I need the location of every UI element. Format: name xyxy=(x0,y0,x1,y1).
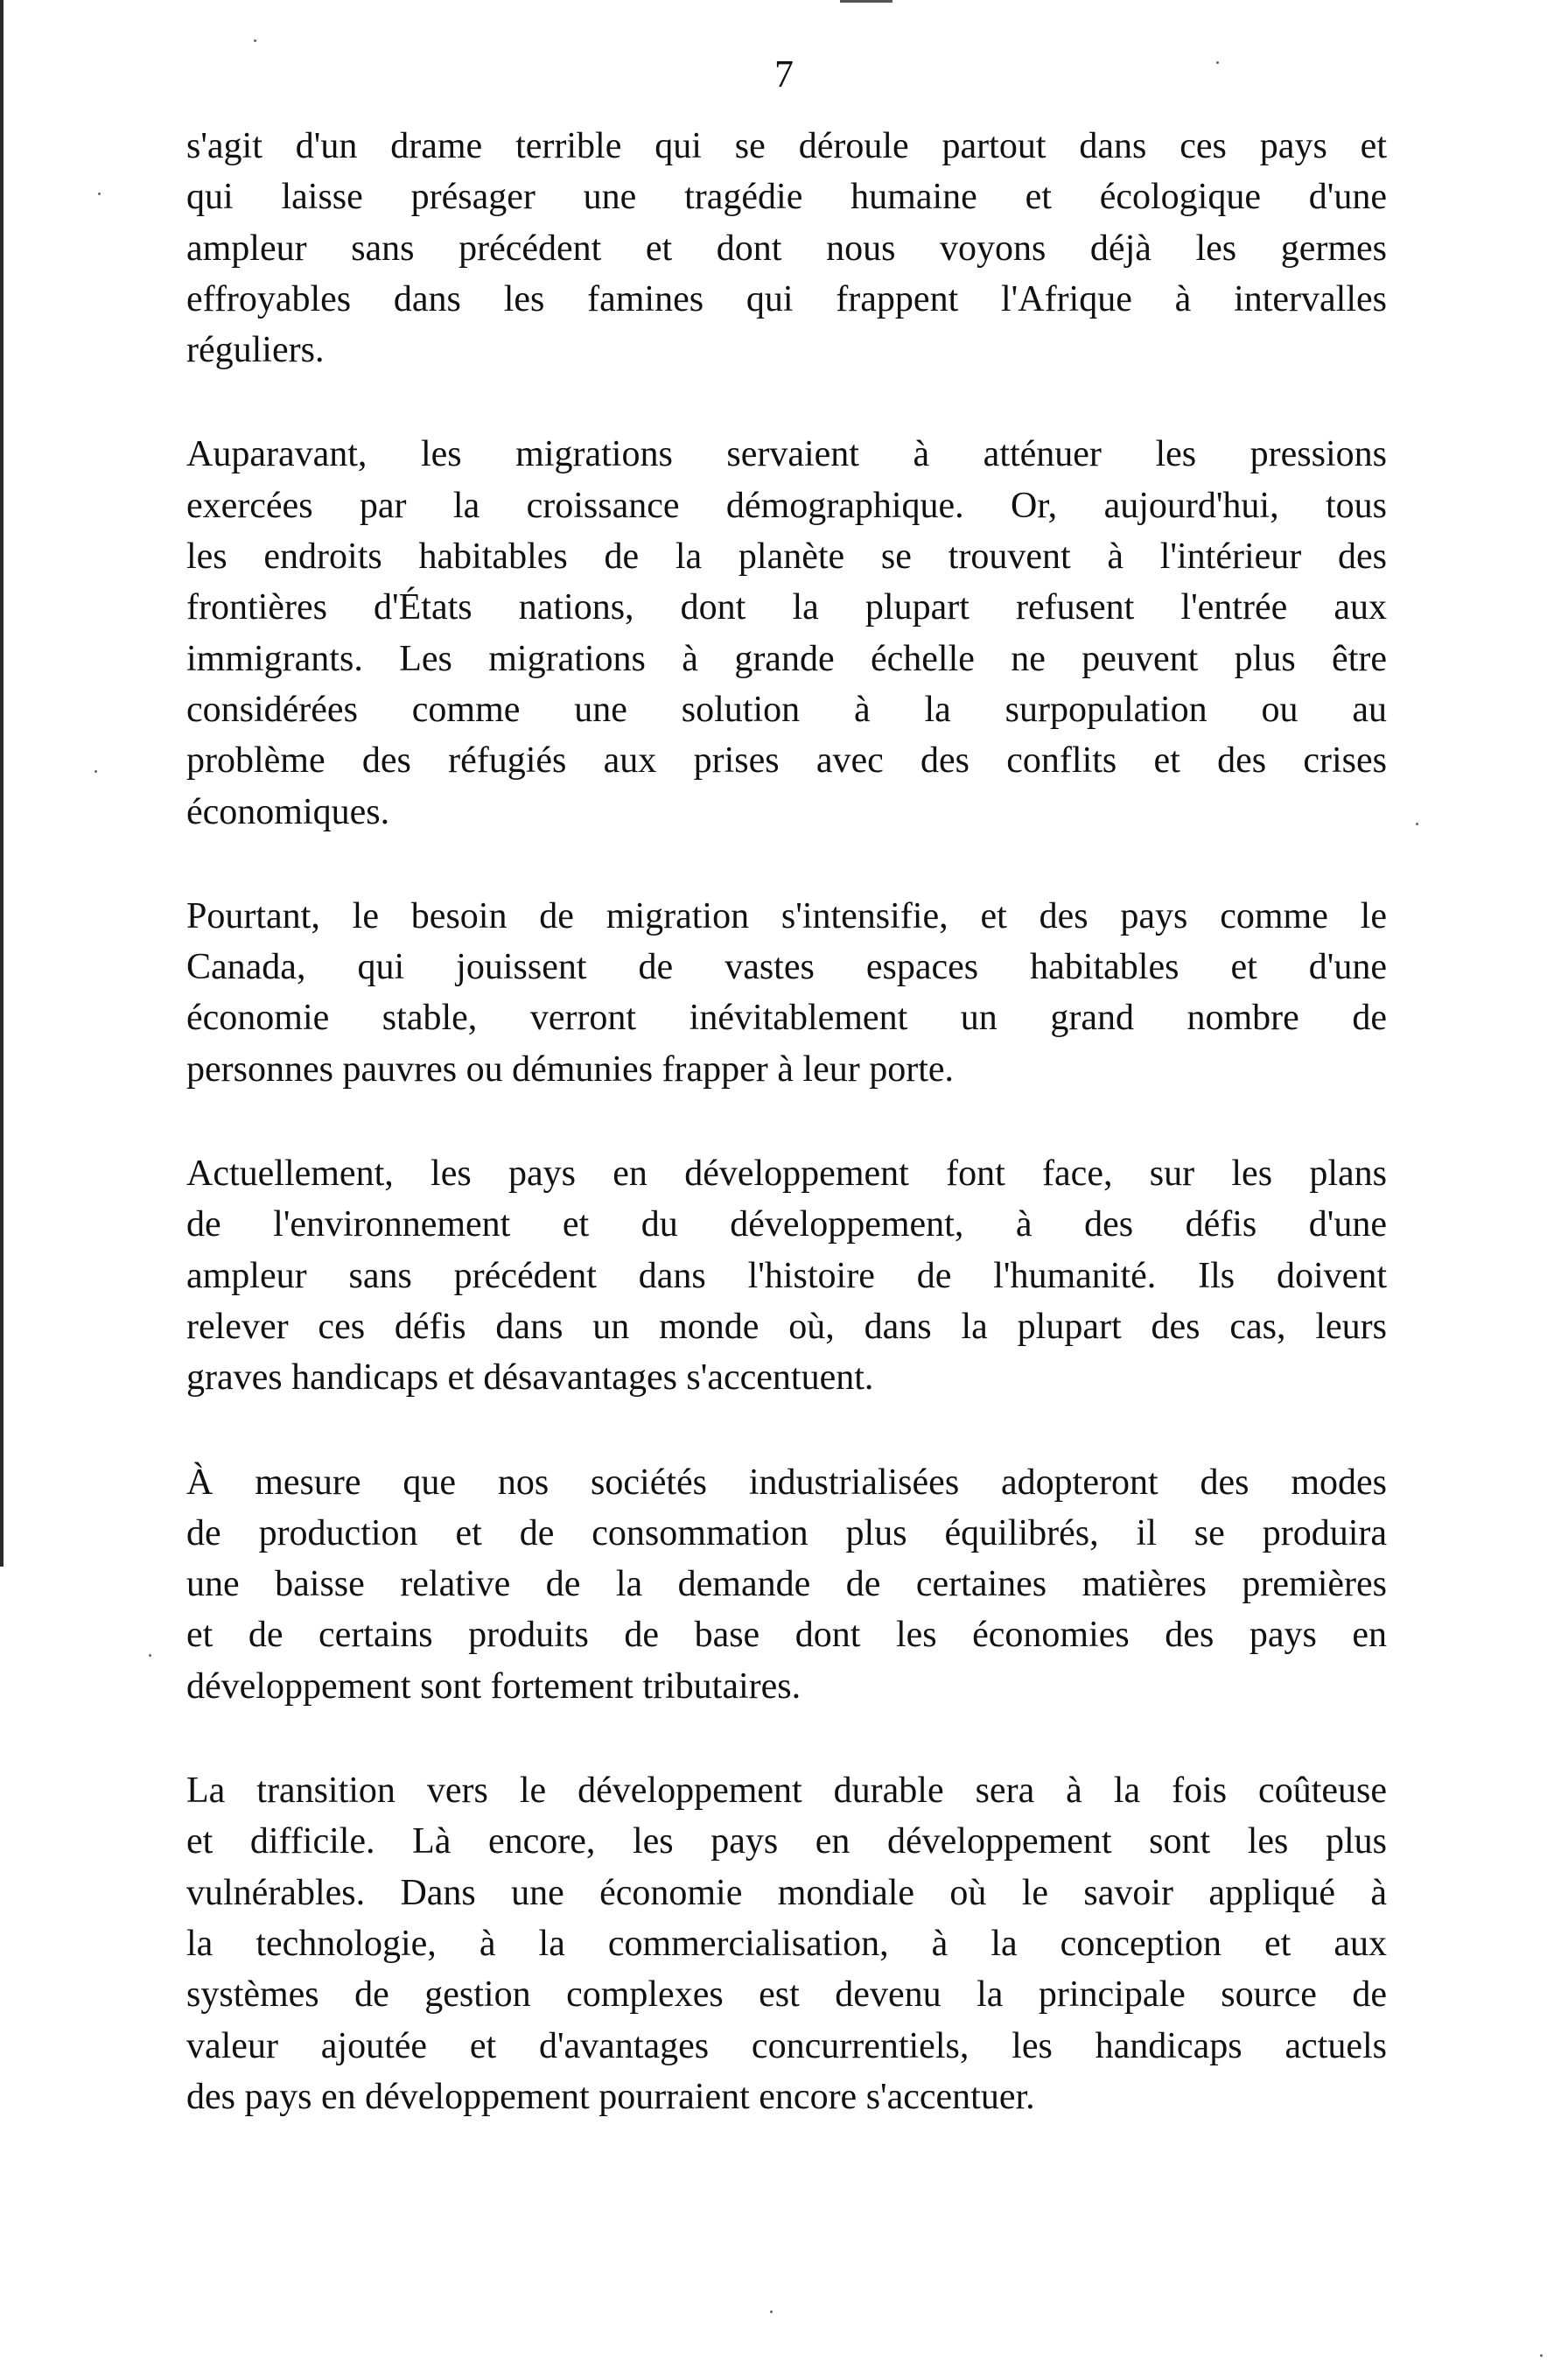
text-line: économiques. xyxy=(186,791,390,832)
scan-speck xyxy=(254,39,256,42)
text-line: immigrants. Les migrations à grande échelle ne peuvent plus être xyxy=(186,638,1387,679)
text-line: considérées comme une solution à la surpopulation ou au xyxy=(186,689,1387,730)
text-line: effroyables dans les famines qui frappent l'Afrique à intervalles xyxy=(186,278,1387,319)
paragraph-2 xyxy=(186,429,1387,837)
paragraph-6 xyxy=(186,1765,1387,2122)
text-line: valeur ajoutée et d'avantages concurrentiels, les handicaps actuels xyxy=(186,2025,1387,2066)
scan-top-mark xyxy=(840,0,892,3)
text-line: développement sont fortement tributaires. xyxy=(186,1665,802,1707)
text-line: problème des réfugiés aux prises avec des conflits et des crises xyxy=(186,740,1387,782)
scan-speck xyxy=(1216,61,1219,64)
text-line: et de certains produits de base dont les économies des pays en xyxy=(186,1615,1387,1656)
scan-speck xyxy=(1540,2354,1543,2357)
page-number: 7 xyxy=(774,53,794,95)
text-line: des pays en développement pourraient encore s'accentuer. xyxy=(186,2076,1035,2117)
text-line: de l'environnement et du développement, à des défis d'une xyxy=(186,1204,1387,1245)
document-body xyxy=(186,121,1387,2176)
scan-speck xyxy=(98,193,101,195)
text-line: relever ces défis dans un monde où, dans la plupart des cas, leurs xyxy=(186,1306,1387,1347)
paragraph-1 xyxy=(186,121,1387,375)
text-line: réguliers. xyxy=(186,330,325,371)
text-line: de production et de consommation plus équilibrés, il se produira xyxy=(186,1512,1387,1553)
text-line: graves handicaps et désavantages s'accentuent. xyxy=(186,1357,874,1399)
text-line: une baisse relative de la demande de certaines matières premières xyxy=(186,1564,1387,1605)
paragraph-3 xyxy=(186,891,1387,1095)
text-line: économie stable, verront inévitablement un grand nombre de xyxy=(186,998,1387,1039)
paragraph-5 xyxy=(186,1457,1387,1712)
text-line: Canada, qui jouissent de vastes espaces habitables et d'une xyxy=(186,947,1387,988)
text-line: s'agit d'un drame terrible qui se déroule partout dans ces pays et xyxy=(186,126,1387,166)
text-line: Pourtant, le besoin de migration s'intensifie, et des pays comme le xyxy=(186,895,1387,936)
text-line: exercées par la croissance démographique. Or, aujourd'hui, tous xyxy=(186,485,1387,526)
scan-speck xyxy=(770,2310,773,2313)
text-line: À mesure que nos sociétés industrialisées adopteront des modes xyxy=(186,1462,1387,1503)
text-line: ampleur sans précédent dans l'histoire de l'humanité. Ils doivent xyxy=(186,1255,1387,1296)
text-line: ampleur sans précédent et dont nous voyons déjà les germes xyxy=(186,228,1387,269)
text-line: frontières d'États nations, dont la plupart refusent l'entrée aux xyxy=(186,587,1387,628)
scan-speck xyxy=(149,1654,151,1657)
text-line: La transition vers le développement durable sera à la fois coûteuse xyxy=(186,1770,1387,1812)
text-line: la technologie, à la commercialisation, à la conception et aux xyxy=(186,1923,1387,1964)
text-line: Auparavant, les migrations servaient à atténuer les pressions xyxy=(186,434,1387,475)
text-line: Actuellement, les pays en développement font face, sur les plans xyxy=(186,1153,1387,1195)
scan-left-edge-line xyxy=(0,0,4,1567)
paragraph-4 xyxy=(186,1148,1387,1403)
scan-speck xyxy=(94,770,97,773)
scan-speck xyxy=(1416,823,1418,825)
text-line: personnes pauvres ou démunies frapper à leur porte. xyxy=(186,1048,955,1090)
text-line: et difficile. Là encore, les pays en développement sont les plus xyxy=(186,1821,1387,1862)
text-line: systèmes de gestion complexes est devenu la principale source de xyxy=(186,1974,1387,2016)
text-line: qui laisse présager une tragédie humaine et écologique d'une xyxy=(186,177,1387,218)
text-line: les endroits habitables de la planète se trouvent à l'intérieur des xyxy=(186,536,1387,578)
text-line: vulnérables. Dans une économie mondiale où le savoir appliqué à xyxy=(186,1872,1387,1913)
